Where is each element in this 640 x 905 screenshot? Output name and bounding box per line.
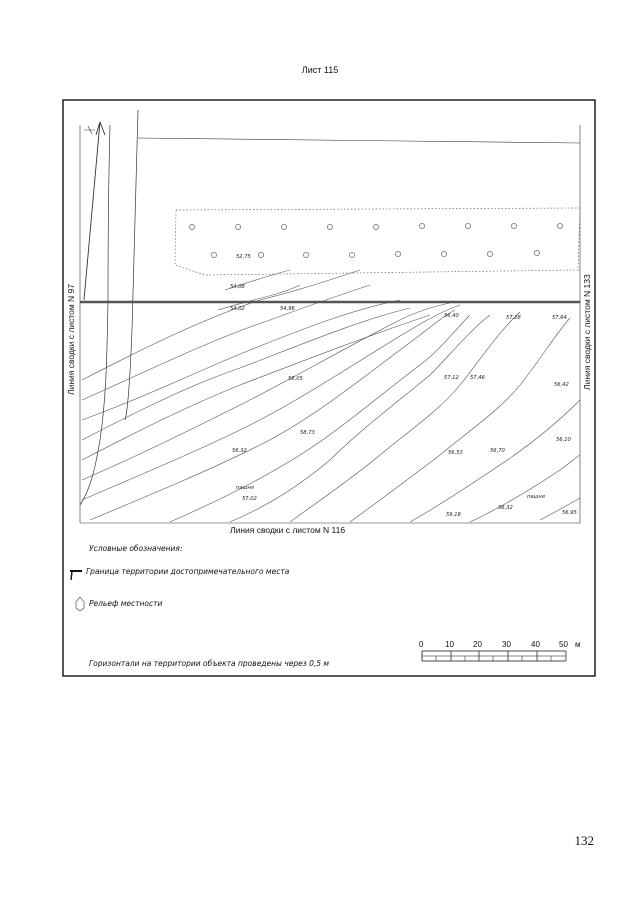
scale-tick-label: 20 (473, 640, 482, 649)
land-label: пашня (236, 485, 254, 491)
boundary-arrow-line (84, 122, 100, 300)
elevation-label: 54,08 (230, 284, 245, 290)
relief-legend-icon (76, 597, 84, 611)
scale-tick-label: 50 (559, 640, 568, 649)
arrow-head-icon (96, 122, 105, 135)
elevation-label: 56,53 (448, 450, 463, 456)
bottom-edge-label: Линия сводки с листом N 116 (230, 525, 346, 535)
elevation-label: 52,75 (236, 254, 251, 260)
elevation-label: 56,05 (288, 376, 303, 382)
elevation-label: 56,32 (498, 505, 513, 511)
contour-interval-note: Горизонтали на территории объекта проведены через 0,5 м (89, 659, 330, 668)
elevation-label: 56,42 (554, 382, 569, 388)
legend-title: Условные обозначения: (89, 544, 183, 553)
land-label: пашня (527, 494, 545, 500)
elevation-label: 57,28 (506, 315, 521, 321)
elevation-label: 56,10 (556, 437, 571, 443)
scale-tick-label: 40 (531, 640, 540, 649)
elevation-label: 59,18 (446, 512, 461, 518)
relief-area-outline (175, 208, 580, 275)
elevation-label: 58,73 (300, 430, 315, 436)
scale-tick-label: 30 (502, 640, 511, 649)
elevation-label: 54,96 (280, 306, 295, 312)
scale-bar (422, 651, 566, 661)
map-frame (63, 100, 595, 676)
scale-tick-label: 0 (419, 640, 424, 649)
north-marker-icon (84, 126, 95, 134)
relief-markers (189, 223, 562, 257)
road-edge (125, 110, 138, 420)
boundary-legend-icon (70, 571, 82, 580)
boundary-legend-label: Граница территории достопримечательного места (86, 567, 290, 576)
road-line (138, 138, 580, 143)
right-edge-label: Линия сводки с листом N 133 (582, 274, 592, 390)
elevation-label: 57,46 (470, 375, 485, 381)
scale-tick-label: 10 (445, 640, 454, 649)
elevation-label: 56,95 (562, 510, 577, 516)
page-number: 132 (574, 833, 594, 848)
elevation-label: 56,70 (490, 448, 505, 454)
elevation-label: 57,64 (552, 315, 567, 321)
elevation-label: 57,12 (444, 375, 459, 381)
left-edge-label: Линия сводки с листом N 97 (66, 284, 76, 395)
relief-legend-label: Рельеф местности (89, 599, 163, 608)
elevation-label: 56,40 (444, 313, 459, 319)
elevation-label: 57,02 (242, 496, 257, 502)
elevation-label: 56,32 (232, 448, 247, 454)
sheet-title: Лист 115 (301, 65, 339, 75)
contour-lines (82, 270, 580, 522)
scale-unit: м (575, 640, 581, 649)
elevation-label: 54,02 (230, 306, 245, 312)
